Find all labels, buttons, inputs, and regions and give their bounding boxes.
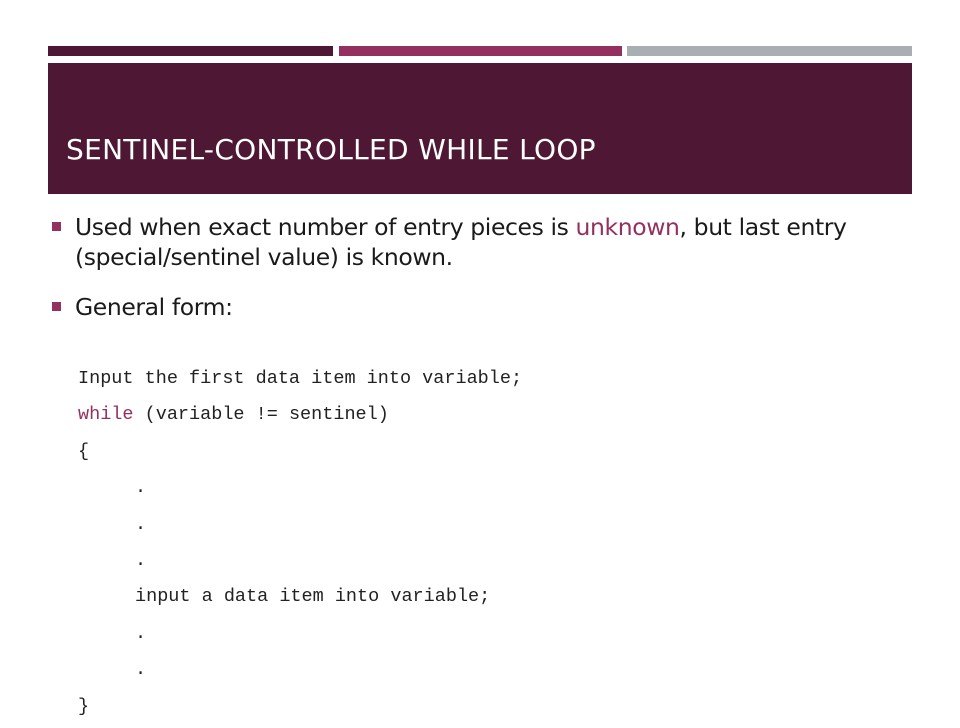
top-accent-bar-gray [627, 46, 912, 56]
code-block [78, 364, 522, 728]
bullet-text-after: , but last entry (special/sentinel value) is known. [75, 213, 847, 271]
slide-title: SENTINEL-CONTROLLED WHILE LOOP [66, 133, 596, 166]
code-line-text: (variable != sentinel) [133, 404, 389, 426]
code-line: . [135, 477, 147, 499]
top-accent-bar-dark [48, 46, 333, 56]
code-keyword-while: while [78, 404, 134, 426]
bullet-list [48, 212, 888, 322]
bullet-item-general-form [48, 292, 888, 322]
code-line: Input the first data item into variable; [78, 368, 523, 389]
code-line: { [78, 440, 90, 462]
code-line: . [135, 622, 147, 644]
square-bullet-icon [52, 222, 61, 231]
code-line: . [135, 549, 147, 571]
code-line [78, 400, 522, 436]
code-line: . [135, 513, 147, 535]
bullet-text-general-form: General form: [75, 293, 233, 321]
bullet-item-usage [48, 212, 888, 272]
code-line: } [78, 695, 90, 717]
code-line: input a data item into variable; [135, 586, 491, 608]
top-accent-bar-magenta [339, 46, 622, 56]
bullet-text-before: Used when exact number of entry pieces is [75, 213, 576, 241]
bullet-highlight-unknown: unknown [575, 213, 680, 241]
title-band [48, 63, 912, 194]
code-line: . [135, 659, 147, 681]
square-bullet-icon [52, 302, 61, 311]
